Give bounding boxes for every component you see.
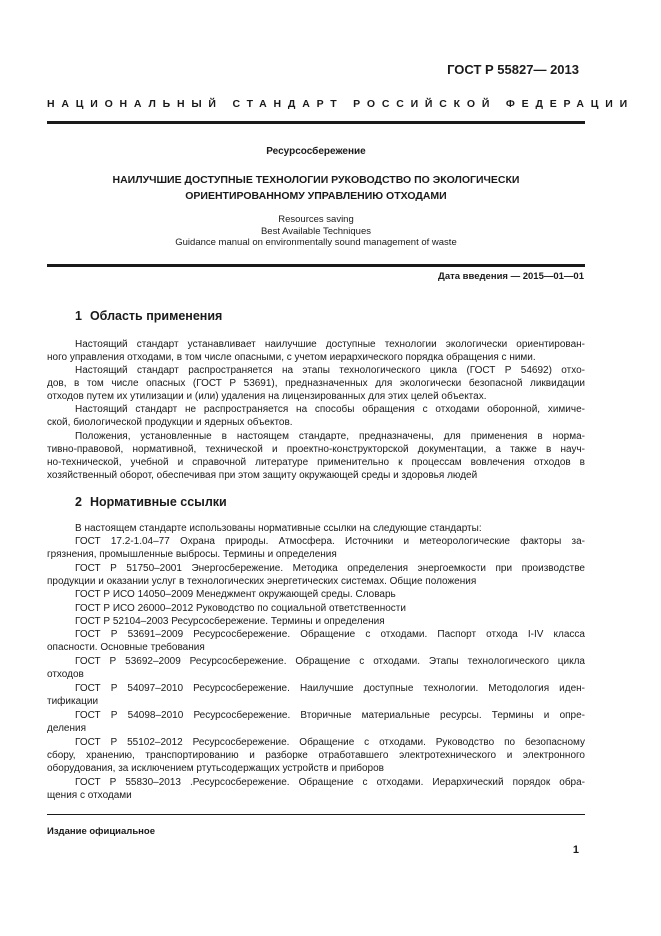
text-line: ного управления отходами, в том числе опасными, с учетом иерархического порядка обращения с ними. xyxy=(47,352,536,363)
text-line: хозяйственный оборот, обеспечивая при этом защиту окружающей среды и здоровья людей xyxy=(47,470,478,481)
topic-title: Ресурсосбережение xyxy=(266,146,366,157)
document-title-ru xyxy=(47,172,585,204)
page-number: 1 xyxy=(572,844,579,856)
reference-line: ГОСТ Р 55102–2012 Ресурсосбережение. Обращение с отходами. Руководство по безопасному xyxy=(75,737,585,748)
reference-line: ГОСТ Р 52104–2003 Ресурсосбережение. Термины и определения xyxy=(75,616,385,627)
section-number: 1 xyxy=(75,309,82,323)
text-line: ской, биологической продукции и ядерных объектов. xyxy=(47,417,293,428)
footer-rule xyxy=(47,814,585,815)
national-standard-banner: НАЦИОНАЛЬНЫЙ СТАНДАРТ РОССИЙСКОЙ ФЕДЕРАЦИИ xyxy=(47,98,634,110)
reference-line: ГОСТ Р ИСО 26000–2012 Руководство по социальной ответственности xyxy=(75,603,406,614)
section-2-heading xyxy=(75,495,235,509)
reference-line: ГОСТ 17.2-1.04–77 Охрана природы. Атмосфера. Источники и метеорологические факторы за- xyxy=(75,536,585,547)
text-line: но-технической, учебной и справочной литературе применительно к процессам вовлечения отходов в xyxy=(47,457,585,468)
reference-line: опасности. Основные требования xyxy=(47,642,205,653)
text-line: отходов путем их утилизации и (или) удаления на лицензированных для этих целей объектах. xyxy=(47,391,487,402)
reference-line: ГОСТ Р 51750–2001 Энергосбережение. Методика определения энергоемкости при производстве xyxy=(75,563,585,574)
reference-line: деления xyxy=(47,723,86,734)
official-edition-label: Издание официальное xyxy=(47,826,155,837)
title-ru-line: НАИЛУЧШИЕ ДОСТУПНЫЕ ТЕХНОЛОГИИ РУКОВОДСТВО ПО ЭКОЛОГИЧЕСКИ xyxy=(112,174,520,186)
reference-line: ГОСТ Р 54097–2010 Ресурсосбережение. Наилучшие доступные технологии. Методология иден- xyxy=(75,683,585,694)
reference-line: ГОСТ Р ИСО 14050–2009 Менеджмент окружающей среды. Словарь xyxy=(75,589,396,600)
reference-line: грязнения, промышленные выбросы. Термины и определения xyxy=(47,549,337,560)
reference-line: оборудования, за исключением ртутьсодержащих устройств и приборов xyxy=(47,763,384,774)
text-line: Настоящий стандарт устанавливает наилучшие доступные технологии экологически ориентирован- xyxy=(75,339,585,350)
document-title-en xyxy=(47,214,585,249)
section-title: Нормативные ссылки xyxy=(89,495,227,509)
reference-line: ГОСТ Р 54098–2010 Ресурсосбережение. Вторичные материальные ресурсы. Термины и опре- xyxy=(75,710,585,721)
title-en-line: Guidance manual on environmentally sound management of waste xyxy=(175,237,457,248)
title-ru-line: ОРИЕНТИРОВАННОМУ УПРАВЛЕНИЮ ОТХОДАМИ xyxy=(185,190,447,202)
text-line: В настоящем стандарте использованы нормативные ссылки на следующие стандарты: xyxy=(75,523,482,534)
text-line: дов, в том числе опасных (ГОСТ Р 53691), предназначенных для экологически безопасной ликвидации xyxy=(47,378,585,389)
text-line: Настоящий стандарт распространяется на этапы технологического цикла (ГОСТ Р 54692) отхо- xyxy=(75,365,585,376)
section-title: Область применения xyxy=(89,309,223,323)
title-rule xyxy=(47,264,585,267)
reference-line: тификации xyxy=(47,696,99,707)
reference-line: сбору, хранению, транспортированию и разборке отработавшего электротехнического и электронного xyxy=(47,750,585,761)
title-en-line: Resources saving xyxy=(278,214,354,225)
standard-code: ГОСТ Р 55827— 2013 xyxy=(447,62,579,77)
reference-line: продукции и оказании услуг в технологических энергетических системах. Общие положения xyxy=(47,576,477,587)
text-line: тивно-правовой, нормативной, технической и проектно-конструкторской документации, а также в науч- xyxy=(47,444,585,455)
text-line: Настоящий стандарт не распространяется на способы обращения с отходами оборонной, химиче- xyxy=(75,404,585,415)
section-number: 2 xyxy=(75,495,82,509)
introduction-date: Дата введения — 2015—01—01 xyxy=(438,271,584,282)
text-line: Положения, установленные в настоящем стандарте, предназначены, для применения в норма- xyxy=(75,431,585,442)
reference-line: ГОСТ Р 53691–2009 Ресурсосбережение. Обращение с отходами. Паспорт отхода I-IV класса xyxy=(75,629,585,640)
reference-line: отходов xyxy=(47,669,84,680)
reference-line: ГОСТ Р 53692–2009 Ресурсосбережение. Обращение с отходами. Этапы технологического цикла xyxy=(75,656,585,667)
reference-line: ГОСТ Р 55830–2013 .Ресурсосбережение. Обращение с отходами. Иерархический порядок обра- xyxy=(75,777,585,788)
title-en-line: Best Available Techniques xyxy=(260,225,372,237)
reference-line: щения с отходами xyxy=(47,790,132,801)
section-1-heading xyxy=(75,309,230,323)
header-rule xyxy=(47,121,585,124)
